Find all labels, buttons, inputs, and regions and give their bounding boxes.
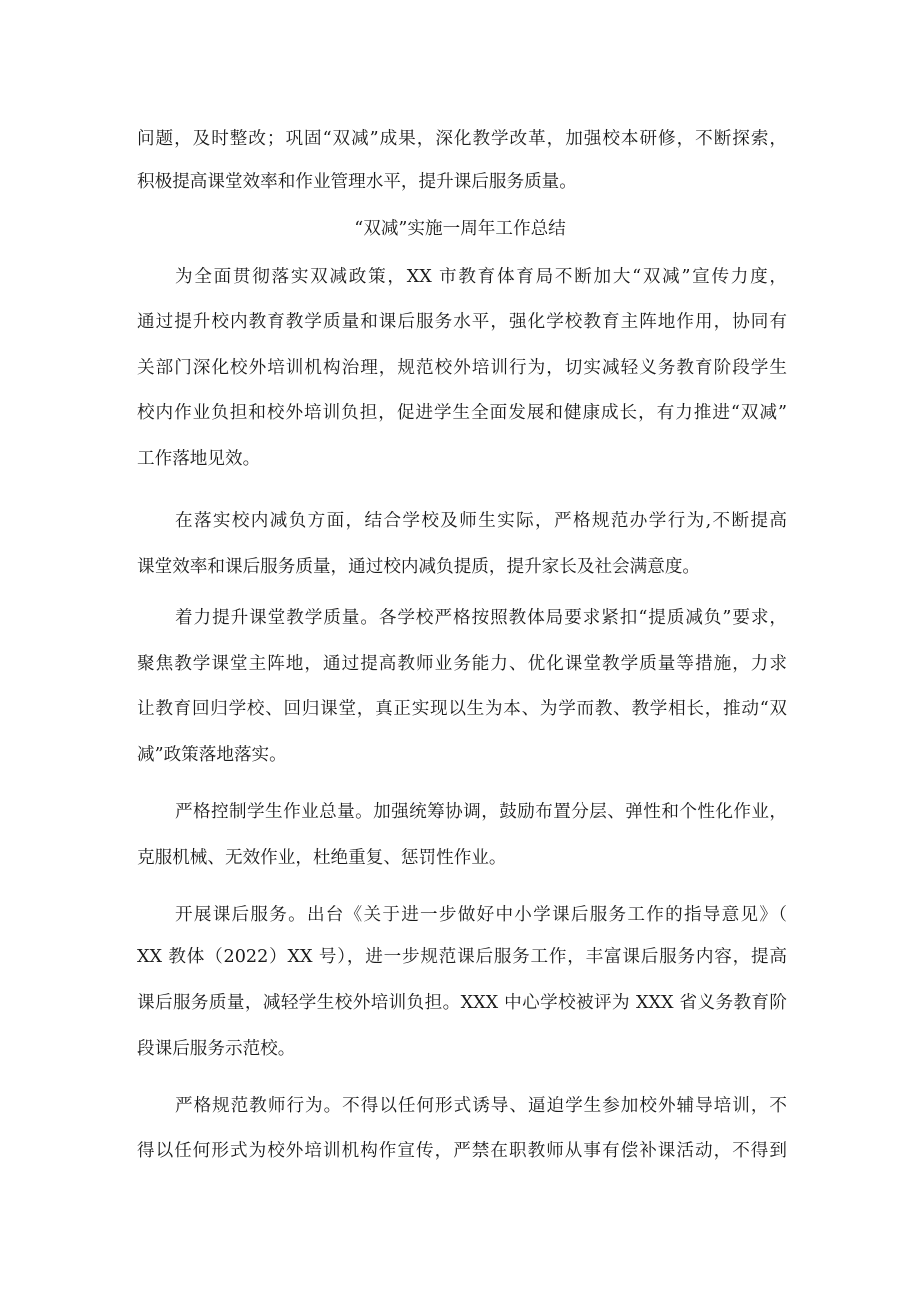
- paragraph-1-line-5: 工作落地见效。: [137, 449, 261, 469]
- paragraph-3-line-4: 减”政策落地落实。: [137, 745, 287, 765]
- paragraph-4-line-2: 克服机械、无效作业，杜绝重复、惩罚性作业。: [137, 848, 507, 868]
- paragraph-2-line-1: 在落实校内减负方面，结合学校及师生实际，严格规范办学行为,不断提高: [175, 511, 787, 531]
- paragraph-5-line-3: 课后服务质量，减轻学生校外培训负担。XXX 中心学校被评为 XXX 省义务教育阶: [137, 993, 787, 1013]
- paragraph-3-line-1: 着力提升课堂教学质量。各学校严格按照教体局要求紧扣“提质减负”要求，: [175, 608, 787, 628]
- paragraph-4-line-1: 严格控制学生作业总量。加强统筹协调，鼓励布置分层、弹性和个性化作业，: [175, 802, 787, 822]
- paragraph-5-line-4: 段课后服务示范校。: [137, 1039, 296, 1059]
- paragraph-1-line-3: 关部门深化校外培训机构治理，规范校外培训行为，切实减轻义务教育阶段学生: [137, 358, 787, 378]
- paragraph-1-line-4: 校内作业负担和校外培训负担，促进学生全面发展和健康成长，有力推进“双减”: [137, 403, 787, 423]
- paragraph-6-line-1: 严格规范教师行为。不得以任何形式诱导、逼迫学生参加校外辅导培训，不: [175, 1096, 787, 1116]
- paragraph-3-line-3: 让教育回归学校、回归课堂，真正实现以生为本、为学而教、教学相长，推动“双: [137, 699, 787, 719]
- paragraph-5-line-2: XX 教体（2022）XX 号），进一步规范课后服务工作，丰富课后服务内容，提高: [137, 947, 787, 967]
- paragraph-1-line-1: 为全面贯彻落实双减政策，XX 市教育体育局不断加大“双减”宣传力度，: [175, 267, 787, 287]
- paragraph-3-line-2: 聚焦教学课堂主阵地，通过提高教师业务能力、优化课堂教学质量等措施，力求: [137, 654, 787, 674]
- intro-line-1: 问题，及时整改；巩固“双减”成果，深化教学改革，加强校本研修，不断探索，: [137, 129, 787, 149]
- paragraph-6-line-2: 得以任何形式为校外培训机构作宣传，严禁在职教师从事有偿补课活动，不得到: [137, 1141, 787, 1161]
- paragraph-1-line-2: 通过提升校内教育教学质量和课后服务水平，强化学校教育主阵地作用，协同有: [137, 312, 787, 332]
- intro-line-2: 积极提高课堂效率和作业管理水平，提升课后服务质量。: [137, 172, 577, 192]
- paragraph-5-line-1: 开展课后服务。出台《关于进一步做好中小学课后服务工作的指导意见》（: [175, 905, 787, 925]
- paragraph-2-line-2: 课堂效率和课后服务质量，通过校内减负提质，提升家长及社会满意度。: [137, 557, 701, 577]
- document-title: “双减”实施一周年工作总结: [354, 219, 566, 239]
